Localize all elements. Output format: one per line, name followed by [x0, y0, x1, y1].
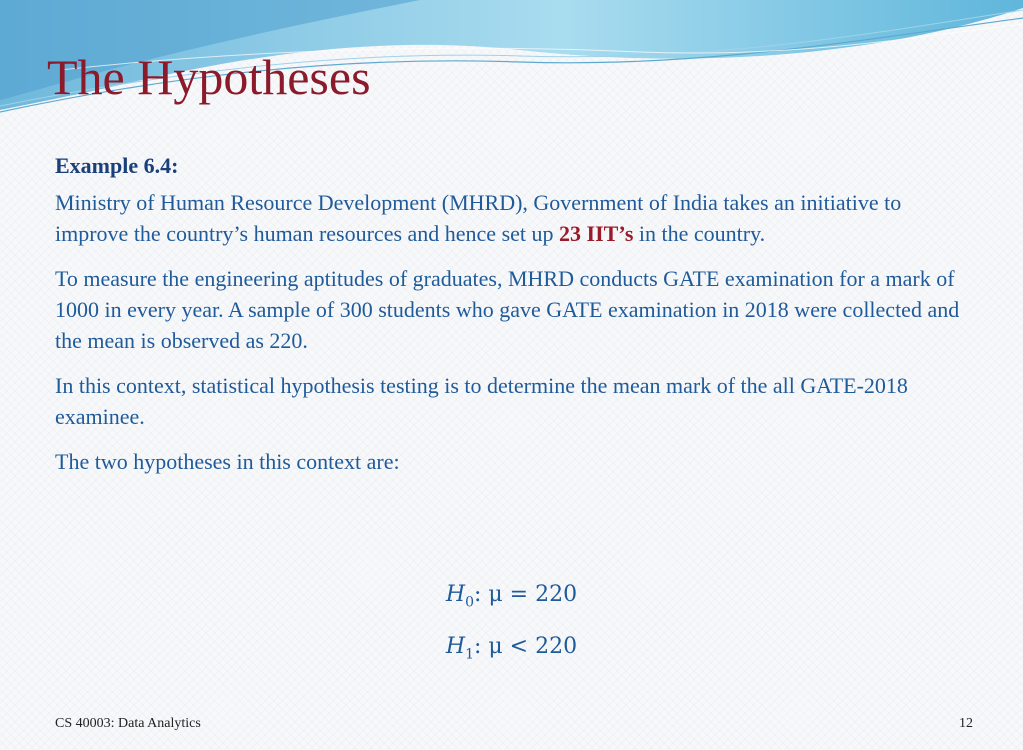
example-heading: Example 6.4:	[55, 153, 179, 178]
h1-sub: 1	[465, 646, 474, 663]
h0-rest: : μ = 220	[473, 582, 578, 607]
paragraph-gate: To measure the engineering aptitudes of graduates, MHRD conducts GATE examination for a mark of 1000 in every year. A sample of 300 students who gave GATE examination in 2018 were collected and the mean is observed as 220.	[55, 266, 960, 353]
h0-var: H	[445, 582, 466, 607]
alternative-hypothesis	[0, 634, 1023, 662]
slide-title: The Hypotheses	[47, 49, 371, 105]
paragraph-testing: In this context, statistical hypothesis testing is to determine the mean mark of the all GATE-2018 examinee.	[55, 373, 908, 429]
h0-sub: 0	[465, 594, 474, 611]
paragraph-context-end: in the country.	[633, 221, 766, 246]
iit-count-highlight: 23 IIT’s	[559, 221, 634, 246]
h1-var: H	[445, 634, 466, 659]
paragraph-context	[55, 187, 975, 249]
slide-body	[55, 150, 975, 491]
paragraph-hypotheses-intro: The two hypotheses in this context are:	[55, 449, 400, 474]
h1-rest: : μ < 220	[473, 634, 578, 659]
paragraph-context-text: Ministry of Human Resource Development (MHRD), Government of India takes an initiative to improve the country’s human resources and hence set up	[55, 190, 902, 246]
footer-page-number: 12	[959, 716, 973, 731]
null-hypothesis	[0, 582, 1023, 610]
footer-course: CS 40003: Data Analytics	[55, 716, 201, 731]
